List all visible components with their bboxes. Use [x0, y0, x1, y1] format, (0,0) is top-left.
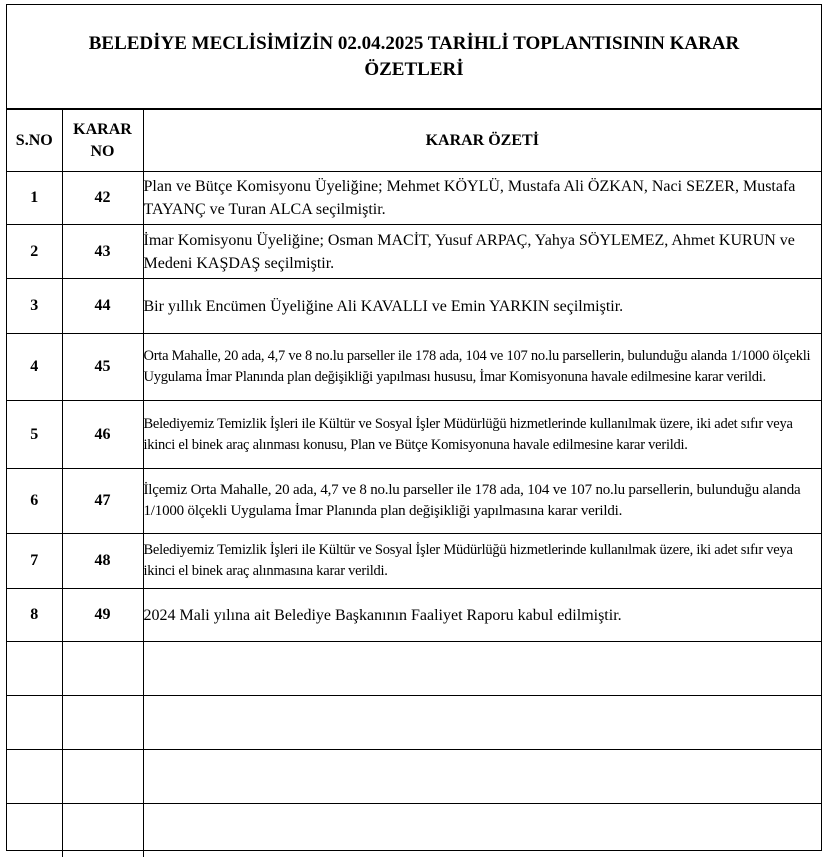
- row-karar-no: 46: [62, 401, 143, 469]
- table-row: [7, 225, 821, 279]
- table-row: [7, 534, 821, 589]
- row-sno: [7, 750, 62, 804]
- row-sno: [7, 642, 62, 696]
- row-karar-ozeti: Belediyemiz Temizlik İşleri ile Kültür ve Sosyal İşler Müdürlüğü hizmetlerinde kullanılmak üzere, iki adet sıfır veya ikinci el binek araç alınmasına karar verildi.: [143, 534, 821, 589]
- table-row-empty: [7, 696, 821, 750]
- table-row: [7, 334, 821, 401]
- row-karar-ozeti: Bir yıllık Encümen Üyeliğine Ali KAVALLI ve Emin YARKIN seçilmiştir.: [143, 279, 821, 334]
- row-karar-no: 45: [62, 334, 143, 401]
- row-karar-ozeti: İmar Komisyonu Üyeliğine; Osman MACİT, Yusuf ARPAÇ, Yahya SÖYLEMEZ, Ahmet KURUN ve Medeni KAŞDAŞ seçilmiştir.: [143, 225, 821, 279]
- row-sno: [7, 696, 62, 750]
- row-karar-ozeti: Orta Mahalle, 20 ada, 4,7 ve 8 no.lu parseller ile 178 ada, 104 ve 107 no.lu parsellerin, bulunduğu alanda 1/1000 ölçekli Uygulama İmar Planında plan değişikliği yapılması hususu, İmar Komisyonuna havale edilmesine karar verildi.: [143, 334, 821, 401]
- table-row: [7, 589, 821, 642]
- row-karar-no: 48: [62, 534, 143, 589]
- table-header-row: [7, 110, 821, 172]
- row-karar-ozeti: [143, 750, 821, 804]
- row-karar-no: [62, 750, 143, 804]
- row-sno: 5: [7, 401, 62, 469]
- row-karar-no: [62, 696, 143, 750]
- header-karar-ozeti: KARAR ÖZETİ: [143, 110, 821, 172]
- header-karar-no-line1: KARAR: [73, 120, 132, 138]
- row-karar-ozeti: Plan ve Bütçe Komisyonu Üyeliğine; Mehmet KÖYLÜ, Mustafa Ali ÖZKAN, Naci SEZER, Mustafa TAYANÇ ve Turan ALCA seçilmiştir.: [143, 172, 821, 225]
- row-sno: 1: [7, 172, 62, 225]
- table-row: [7, 279, 821, 334]
- row-karar-ozeti: Belediyemiz Temizlik İşleri ile Kültür ve Sosyal İşler Müdürlüğü hizmetlerinde kullanılmak üzere, iki adet sıfır veya ikinci el binek araç alınması konusu, Plan ve Bütçe Komisyonuna havale edilmesine karar verildi.: [143, 401, 821, 469]
- table-row: [7, 172, 821, 225]
- row-karar-ozeti: [143, 804, 821, 857]
- document-title: BELEDİYE MECLİSİMİZİN 02.04.2025 TARİHLİ TOPLANTISININ KARAR ÖZETLERİ: [7, 5, 821, 109]
- row-karar-no: 49: [62, 589, 143, 642]
- row-karar-no: [62, 642, 143, 696]
- table-row-empty: [7, 804, 821, 857]
- decisions-table: [7, 109, 821, 857]
- row-sno: 8: [7, 589, 62, 642]
- row-karar-ozeti: İlçemiz Orta Mahalle, 20 ada, 4,7 ve 8 no.lu parseller ile 178 ada, 104 ve 107 no.lu parsellerin, bulunduğu alanda 1/1000 ölçekli Uygulama İmar Planında plan değişikliği yapılmasına karar verildi.: [143, 469, 821, 534]
- document-sheet: [6, 4, 822, 851]
- row-karar-ozeti: [143, 696, 821, 750]
- table-row: [7, 401, 821, 469]
- row-karar-no: 44: [62, 279, 143, 334]
- table-row-empty: [7, 750, 821, 804]
- row-sno: 3: [7, 279, 62, 334]
- row-karar-ozeti: 2024 Mali yılına ait Belediye Başkanının Faaliyet Raporu kabul edilmiştir.: [143, 589, 821, 642]
- row-karar-ozeti: [143, 642, 821, 696]
- header-sno: S.NO: [7, 110, 62, 172]
- row-sno: 2: [7, 225, 62, 279]
- table-row-empty: [7, 642, 821, 696]
- row-sno: 7: [7, 534, 62, 589]
- row-karar-no: [62, 804, 143, 857]
- row-sno: [7, 804, 62, 857]
- row-sno: 6: [7, 469, 62, 534]
- row-karar-no: 47: [62, 469, 143, 534]
- header-karar-no-line2: NO: [90, 142, 115, 160]
- row-sno: 4: [7, 334, 62, 401]
- row-karar-no: 42: [62, 172, 143, 225]
- row-karar-no: 43: [62, 225, 143, 279]
- table-row: [7, 469, 821, 534]
- header-karar-no: [62, 110, 143, 172]
